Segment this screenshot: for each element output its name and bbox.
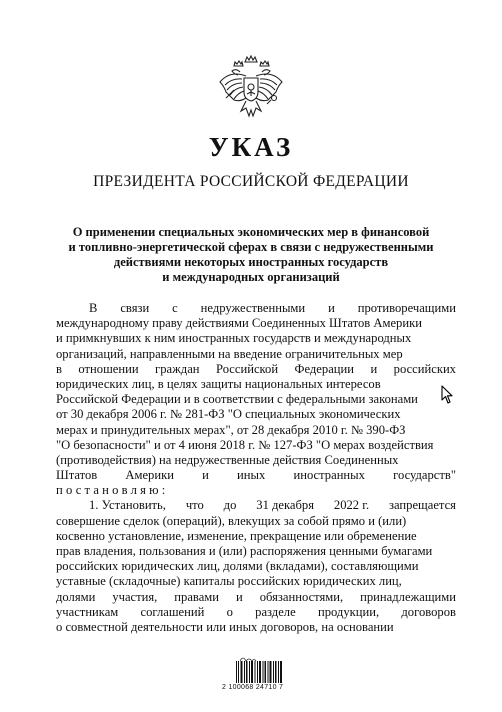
barcode-number: 2 100068 24710 7 — [222, 684, 284, 691]
body-line: прав владения, пользования и (или) распоряжения ценными бумагами — [56, 544, 433, 558]
body-word: что — [185, 498, 204, 513]
body-word: отношении — [78, 361, 139, 376]
heading-line: О применении специальных экономических мер в финансовой — [72, 225, 430, 239]
body-line: Российской Федерации и в соответствии с федеральными законами — [56, 392, 418, 407]
body-word: Америки — [125, 468, 174, 483]
body-word: и — [370, 361, 378, 376]
body-word: принадлежащими — [360, 589, 456, 604]
body-line — [56, 605, 456, 620]
body-line: косвенно установление, изменение, прекращение или обременение — [56, 528, 417, 543]
body-line: от 30 декабря 2006 г. № 281-ФЗ "О специальных экономических — [56, 407, 401, 422]
body-word: граждан — [155, 361, 200, 376]
body-word: 31 декабря — [256, 498, 315, 513]
body-word: участия, — [112, 589, 158, 604]
body-word: продукции, — [317, 604, 380, 619]
body-line: совершение сделок (операций), влекущих за собой прямо и (или) — [56, 513, 407, 528]
heading-line: и топливно-энергетической сферах в связи с недружественными — [68, 240, 434, 254]
body-word: соглашений — [140, 604, 205, 619]
body-word: долями — [56, 589, 96, 604]
body-word: обязанностями, — [259, 589, 344, 604]
mouse-pointer-icon — [441, 385, 455, 405]
body-word: противоречащими — [357, 301, 456, 315]
body-word: государств" — [393, 468, 456, 483]
body-word: запрещается — [389, 498, 456, 513]
body-word: и — [328, 301, 335, 315]
body-line: уставные (складочные) капиталы российских юридических лиц, — [56, 574, 402, 589]
decree-heading — [50, 225, 452, 285]
body-word: иных — [237, 468, 266, 483]
body-word: Российской — [216, 361, 279, 376]
body-word: В — [89, 301, 98, 315]
body-line: организаций, направленными на введение ограничительных мер — [56, 346, 403, 361]
body-line — [56, 590, 456, 605]
body-line: российских юридических лиц, долями (вкладами), составляющими — [56, 559, 419, 574]
body-line — [56, 362, 456, 377]
body-word: о — [226, 604, 233, 619]
body-line — [56, 301, 456, 316]
body-word: договоров — [401, 604, 456, 619]
body-word: правами — [174, 589, 220, 604]
document-title: УКАЗ — [208, 132, 294, 162]
body-word: до — [223, 498, 237, 513]
body-word: недружественными — [200, 301, 306, 315]
body-line — [56, 498, 456, 513]
body-line: постановляю: — [56, 483, 169, 498]
body-word: с — [172, 301, 178, 315]
body-word: Федерации — [294, 361, 355, 376]
body-line: "О безопасности" и от 4 июня 2018 г. № 127-ФЗ "О мерах воздействия — [56, 437, 434, 452]
body-word: в — [56, 361, 62, 376]
body-line: международному праву действиями Соединенных Штатов Америки — [56, 316, 422, 331]
body-word: Штатов — [56, 468, 98, 483]
body-line: о совместной деятельности или иных договоров, на основании — [56, 619, 394, 634]
body-word: связи — [120, 301, 150, 315]
decree-body — [56, 301, 456, 635]
heading-line: и международных организаций — [162, 270, 340, 284]
body-word: участникам — [56, 604, 119, 619]
body-line: юридических лиц, в целях защиты национальных интересов — [56, 376, 381, 391]
heading-line: действиями некоторых иностранных государств — [113, 255, 389, 269]
body-word: и — [236, 589, 243, 604]
body-word: и — [202, 468, 209, 483]
body-line — [56, 468, 456, 483]
coat-of-arms-emblem — [216, 52, 286, 124]
body-line: мерах и принудительных мерах", от 28 декабря 2010 г. № 390-ФЗ — [56, 422, 406, 437]
body-word: разделе — [255, 604, 296, 619]
body-line: и примкнувших к ним иностранных государств и международных — [56, 331, 412, 346]
body-word: иностранных — [293, 468, 365, 483]
body-word: 2022 г. — [333, 498, 370, 513]
body-word: 1. Установить, — [89, 498, 166, 513]
document-subtitle: ПРЕЗИДЕНТА РОССИЙСКОЙ ФЕДЕРАЦИИ — [93, 173, 409, 190]
barcode-icon — [236, 661, 282, 683]
body-line: (противодействия) на недружественные действия Соединенных — [56, 452, 399, 467]
body-word: российских — [393, 361, 456, 376]
